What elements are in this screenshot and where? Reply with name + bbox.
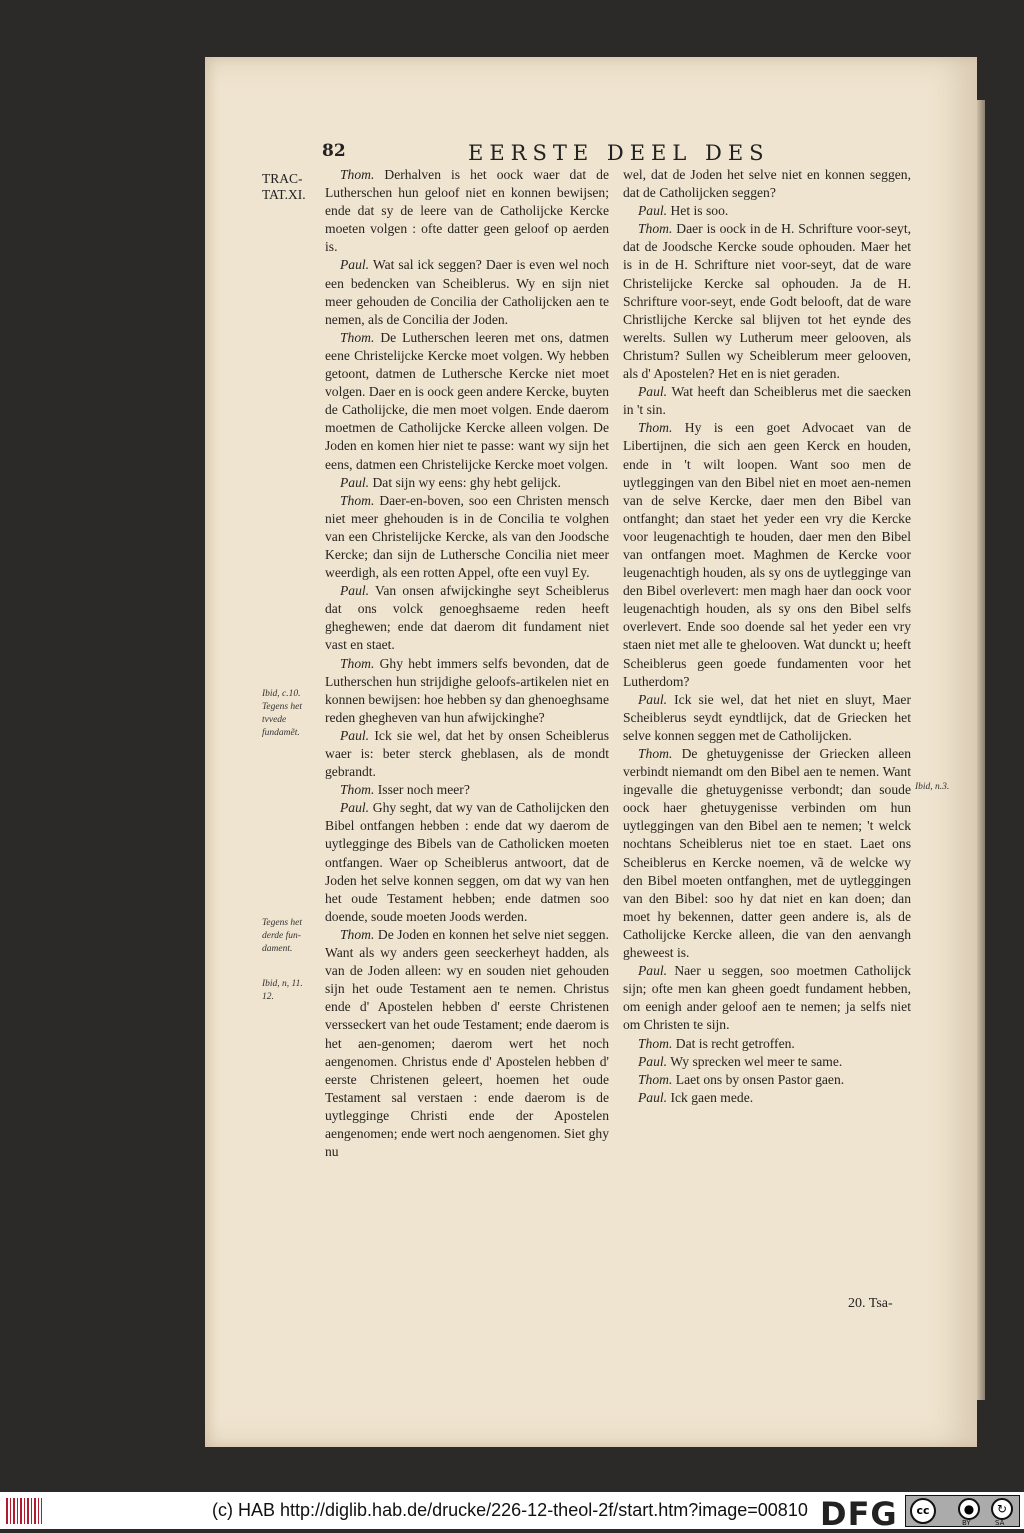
dialogue-paragraph xyxy=(325,256,609,328)
person-icon: ● xyxy=(958,1498,980,1520)
hab-barcode-icon xyxy=(6,1498,42,1524)
dialogue-text: Ghy hebt immers selfs bevonden, dat de Lutherschen hun strijdighe geloofs-artikelen niet en konnen bewijsen: hoe hebben sy dan ghenoeghsame reden ghegheven van hun afwijckinghe? xyxy=(325,655,609,725)
sa-label: SA xyxy=(995,1519,1005,1527)
speaker-name: Paul. xyxy=(340,474,370,490)
speaker-name: Paul. xyxy=(638,384,668,400)
speaker-name: Thom. xyxy=(638,746,673,761)
speaker-name: Paul. xyxy=(340,727,370,743)
dialogue-text: Isser noch meer? xyxy=(377,782,470,798)
speaker-name: Paul. xyxy=(340,583,370,599)
dialogue-text: Daer-en-boven, soo een Christen mensch niet meer ghehouden is in de Concilia te volghen van een Christelijcke Kercke, als van den Joodsche Kercke; dan sijn de Luthersche Concilia niet meer weerdigh, als een rotten Appel, ofte een vuyl Ey. xyxy=(325,492,609,581)
dialogue-text: Daer is oock in de H. Schrifture voor-seyt, dat de Joodsche Kercke soude ophouden. Maer het is in de H. Schrifture niet voor-seyt, dat de ware Christelijcke Kercke sal ophouden. Ja de H. Schrifture voor-seyt, ende Godt belooft, dat de ware Christlijche Kercke sal blijven tot het eynde des werelts. Sullen wy Lutherum meer gelooven, als Christum? Sullen wy Scheiblerum meer gelooven, als d' Apostelen? Het en is niet geraden. xyxy=(623,221,911,382)
speaker-name: Paul. xyxy=(638,963,668,979)
dialogue-text: De ghetuygenisse der Griecken alleen verbindt niemandt om den Bibel aen te nemen. Want ingevalle die ghetuygenisse verbondt; dan soude oock haer ghetuygenisse verbinden om hun uytleggingen van den Bibel aen te nemen; 't welck nochtans Scheiblerus niet toe en staet. Laet ons Scheiblerus en Kercke noemen, vã de welcke wy den Bibel moeten ontfanghen, met de uytleggingen van den Bibel: soo hy dat niet en kan doen; dan moet hy bekennen, datter geen andere is, als de Catholijcke Kercke alleen, die van den aenvangh gheweest is. xyxy=(623,746,911,961)
dialogue-text: Wy sprecken wel meer te same. xyxy=(670,1053,843,1069)
speaker-name: Paul. xyxy=(340,800,370,816)
dialogue-text: Van onsen afwijckinghe seyt Scheiblerus dat ons volck genoeghsaeme reden heeft gheghewen; ende dat daerom dit fundament niet vast en staet. xyxy=(325,583,610,653)
dialogue-paragraph xyxy=(623,1035,911,1053)
dialogue-paragraph xyxy=(325,492,609,582)
dialogue-paragraph xyxy=(623,220,911,383)
dialogue-text: Naer u seggen, soo moetmen Catholijck sijn; ofte men kan gheen goedt fundament hebben, om eenigh ander geloof aen te nemen; ja selfs niet om Christen te sijn. xyxy=(623,963,911,1033)
speaker-name: Paul. xyxy=(340,257,370,273)
by-label: BY xyxy=(962,1519,971,1527)
dialogue-text: De Joden en konnen het selve niet seggen. Want als wy anders geen seeckerheyt hadden, als van de Joden alleen: wy en souden niet gehouden sijn het oude Testament aen te nemen. Christus ende d' Apostelen hebben d' eerste Christenen versseckert van het oude Testament; ende daerom is het aen-genomen; daerom wert het noch aengenomen. Christus ende d' Apostelen hebben d' eerste Christenen geleert, hoemen het oude Testament sal verstaen : ende daerom is de uytlegginge Christi ende der Apostelen aengenomen; ende wert noch aengenomen. Siet ghy nu xyxy=(325,926,609,1160)
dialogue-text: Wat sal ick seggen? Daer is even wel noch een bedencken van Scheiblerus. Wy en sijn niet meer gehouden de Concilia der Catholijcken aen te nemen, als de Concilia der Joden. xyxy=(325,257,609,327)
speaker-name: Thom. xyxy=(340,167,375,182)
dialogue-text: Dat is recht getroffen. xyxy=(675,1035,795,1051)
dfg-logo: DFG xyxy=(820,1495,898,1533)
viewer-footer xyxy=(0,1492,1024,1533)
dialogue-paragraph xyxy=(325,799,609,926)
dialogue-text: Laet ons by onsen Pastor gaen. xyxy=(675,1071,845,1087)
page-number: 82 xyxy=(322,141,346,161)
dialogue-paragraph xyxy=(325,166,609,256)
speaker-name: Thom. xyxy=(638,1035,673,1051)
cc-license-badge[interactable] xyxy=(905,1495,1020,1527)
share-alike-icon: ↻ xyxy=(991,1498,1013,1520)
dialogue-paragraph xyxy=(325,727,609,781)
dialogue-paragraph xyxy=(623,202,911,220)
margin-note-ibid-c10: Ibid, c.10. Tegens het tvvede fundamẽt. xyxy=(262,689,303,738)
speaker-name: Paul. xyxy=(638,691,668,707)
dialogue-text: Dat sijn wy eens: ghy hebt gelijck. xyxy=(372,474,561,490)
speaker-name: Thom. xyxy=(638,420,673,436)
margin-note-ibid-n11: Ibid, n, 11. 12. xyxy=(262,979,303,1002)
dialogue-paragraph xyxy=(623,745,911,962)
dialogue-text: Ick gaen mede. xyxy=(670,1089,754,1105)
dialogue-text: Ghy seght, dat wy van de Catholijcken den Bibel ontfangen hebben : ende dat wy daerom de uytlegginge des Bibels van de Catholicken moeten ontfangen. Waer op Scheiblerus antwoort, dat de Joden het selve konnen seggen, om dat wy van hen het oude Testament hebben; ende datmen soo doende, soude moeten Joods werden. xyxy=(325,800,610,924)
dialogue-paragraph xyxy=(325,926,609,1161)
dialogue-paragraph xyxy=(325,474,609,492)
dialogue-text: Het is soo. xyxy=(670,203,729,219)
dialogue-paragraph xyxy=(325,781,609,799)
speaker-name: Paul. xyxy=(638,1053,668,1069)
left-text-column xyxy=(325,166,609,1161)
speaker-name: Thom. xyxy=(340,492,375,508)
margin-note-ibid-n3: Ibid, n.3. xyxy=(915,782,950,792)
page-edge xyxy=(977,100,985,1400)
margin-tract-label: TRAC- TAT.XI. xyxy=(262,171,306,202)
dialogue-paragraph xyxy=(623,419,911,690)
dialogue-text: wel, dat de Joden het selve niet en konnen seggen, dat de Catholijcken seggen? xyxy=(623,167,911,201)
right-text-column xyxy=(623,166,911,1107)
dialogue-paragraph xyxy=(623,383,911,419)
dialogue-paragraph xyxy=(623,962,911,1034)
dialogue-text: Ick sie wel, dat het by onsen Scheiblerus waer is: beter sterck gheblasen, als de mondt gebrandt. xyxy=(325,727,609,780)
speaker-name: Thom. xyxy=(340,782,375,798)
speaker-name: Paul. xyxy=(638,203,668,219)
dialogue-paragraph xyxy=(623,1089,911,1107)
dialogue-text: De Lutherschen leeren met ons, datmen eene Christelijcke Kercke moet volgen. Wy hebben getoont, datmen de Luthersche Kercke niet moet volgen. Daer en is oock geen andere Kercke, buyten de Catholijcke, die men moet volgen. Ende daerom moetmen de Catholijcke Kercke alleen volgen. De Joden en komen hier niet te passe: want wy sijn het eens, datmen een Christelijcke Kercke moet volgen. xyxy=(325,329,609,472)
speaker-name: Thom. xyxy=(340,926,375,942)
running-title: EERSTE DEEL DES xyxy=(468,141,770,165)
copyright-link[interactable]: (c) HAB http://diglib.hab.de/drucke/226-12-theol-2f/start.htm?image=00810 xyxy=(212,1500,808,1520)
catchword: 20. Tsa- xyxy=(848,1296,893,1311)
dialogue-text: Derhalven is het oock waer dat de Lutherschen hun geloof niet en konnen bewijsen; ende dat sy de leere van de Catholijcke Kercke moeten volgen : ofte datter geen geloof op aerden is. xyxy=(325,167,609,255)
dialogue-paragraph xyxy=(325,329,609,474)
dialogue-text: Hy is een goet Advocaet van de Libertijnen, die sich aen geen Kerck en houden, ende in 't wilt loopen. Want soo men de uytleggingen van den Bibel niet en moet aen-nemen van de selve Kercke, daer men den Bibel van ontfanght; dan staet het yeder een vry die Kercke voor leugenachtigh te houden, daer men den Bibel van ontfangen moet. Maghmen de Kercke voor leugenachtigh houden, als sy ons de uytlegginge van den Bibel overlevert: men magh haer dan oock voor leugenachtigh houden, als sy ons den Bibel selfs overlevert. Ende soo doende sal het yeder een vry staen niet met alle te ghelooven. Wat dunckt u; heeft Scheiblerus geen goede fundamenten voor het Lutherdom? xyxy=(623,420,911,689)
dialogue-paragraph xyxy=(623,691,911,745)
dialogue-paragraph xyxy=(325,655,609,727)
dialogue-paragraph xyxy=(325,582,609,654)
dialogue-paragraph xyxy=(623,166,911,202)
dialogue-text: Wat heeft dan Scheiblerus met die saecken in 't sin. xyxy=(623,384,912,418)
page-header xyxy=(322,141,782,165)
dialogue-text: Ick sie wel, dat het niet en sluyt, Maer Scheiblerus seydt eyndtlijck, dat de Griecken het selve konnen seggen met de Catholijcken. xyxy=(623,691,911,743)
speaker-name: Thom. xyxy=(340,655,375,671)
speaker-name: Thom. xyxy=(638,221,673,237)
speaker-name: Paul. xyxy=(638,1089,668,1105)
margin-note-derde-fundament: Tegens het derde fun- dament. xyxy=(262,918,303,954)
cc-icon: cc xyxy=(910,1498,936,1524)
speaker-name: Thom. xyxy=(638,1071,673,1087)
dialogue-paragraph xyxy=(623,1071,911,1089)
dialogue-paragraph xyxy=(623,1053,911,1071)
speaker-name: Thom. xyxy=(340,329,375,345)
